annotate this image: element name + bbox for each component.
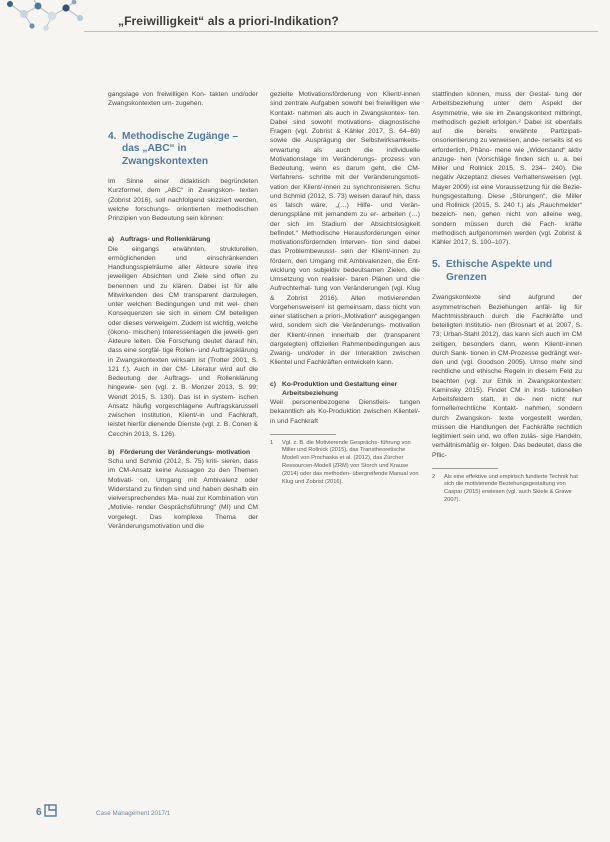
section-number: 5. <box>432 259 441 271</box>
journal-name: Case Management 2017/1 <box>96 810 171 817</box>
paragraph: gangslage von freiwilligen Kon- takten und/oder Zwangskontexten um- zugehen. <box>108 91 258 108</box>
paragraph: gezielte Motivationsförderung von Klient/-innen sind zentrale Aufgaben sowohl bei freiwilligen wie Kontakt- nahmen als auch in Zwangskontex- ten. Dabei sind sowohl motivations- diagnostische Fragen (vgl. Zobrist & Kähler 2017, S. 64–69) sowie die Ausprägung der Selbstwirksamkeits- erwartung als auch die individuelle Motivationslage im Veränderungs- prozess von Bedeutung, wenn es darum geht, die CM-Verfahrens- schritte mit der Veränderungsmoti- vation der Klient/-innen zu synchronisieren. Schu und Schmid (2012, S. 73) weisen darauf hin, dass es falsch wäre, „(…) Hilfe- und Verän- derungspläne mit jemandem zu er- arbeiten (…) der sich im Stadium der Absichtslosigkeit befindet.“ Methodische Herausforderungen einer motivationsfördernden Interven- tion sind dabei das Problembewusst- sein der Klient/-innen zu fördern, den Umgang mit Ambivalenzen, die Ent- wicklung von subjektiv bedeutsamen Zielen, die Umsetzung von realisier- baren Plänen und die Aufrechterhal- tung von Veränderungen (vgl. Klug & Zobrist 2016). Allen motivierenden Vorgehensweisen¹ ist gemeinsam, dass nicht von einer statischen a priori-„Motivation“ ausgegangen wird, sondern sich die Veränderungs- motivation der Klient/-innen innerhalb der (transparent dargelegten) offiziellen Rahmenbedingungen aus Zwang- und/oder in der Interaktion zwischen Klientel und Fachkräften entwickeln kann. <box>270 91 420 367</box>
footnote-text: Als eine effektive und empirisch fundierte Technik hat sich die motivierende Beziehungsgestaltung von Caspar (2015) erwiesen (vgl. auch Skiele & Grawe 2007). <box>444 473 578 504</box>
footnote-2 <box>432 474 582 506</box>
section-heading-5 <box>432 259 582 284</box>
column-1 <box>108 90 258 531</box>
subheading-text: Förderung der Veränderungs- motivation <box>120 448 251 456</box>
subheading-text: Auftrags- und Rollenklärung <box>120 236 211 244</box>
page-number: 6 <box>36 807 42 818</box>
section-title: Methodische Zugänge – das „ABC“ in Zwangskontexten <box>122 130 239 167</box>
paragraph: Die eingangs erwähnten, strukturellen, ermöglichenden und einschränkenden Handlungsspielräume aller Akteure sowie ihre jeweiligen Absichten und Ziele sind offen zu benennen und zu klären. Dabei ist für alle Mitwirkenden des CM transparent darzulegen, unter welchen Bedingungen und mit wel- chen Konsequenzen sie sich in einem CM beteiligen oder dieses verweigern. Zudem ist wichtig, welche (ökono- mischen) Interessenlagen die jeweili- gen Akteure leiten. Die Forschung deutet darauf hin, dass eine sorgfäl- tige Rollen- und Auftragsklärung in Zwangskontexten wirksam ist (Trotter 2001, S. 121 f.). Auch in der CM- Literatur wird auf die Bedeutung der Auftrags- und Rollenklärung hingewie- sen (vgl. z. B. Monzer 2013, S. 99; Wendt 2015, S. 130). Das ist in system- ischen Ansatz häufig vorgeschlagene Auftragskarussell zwischen Institution, Klient/-in und Fachkraft, leistet hierfür dienende Dienste (vgl. z. B. Conen & Cecchin 2013, S. 126). <box>108 245 258 438</box>
header-rule <box>84 31 598 32</box>
footnote-rule <box>270 434 336 435</box>
subheading-letter: b) <box>108 448 115 456</box>
footnote-number: 1 <box>270 439 274 446</box>
journal-logo-icon <box>44 803 58 817</box>
paragraph: stattfinden können, muss der Gestal- tung der Arbeitsbeziehung unter dem Aspekt der Asymmetrie, wie sie im Zwangskontext mitbringt, methodisch gezielt erfolgen.² Dabei ist ebenfalls auf die bereits erwähnte Partizipati- onsorientierung zu verweisen, ande- rerseits ist es erforderlich, Phäno- mene wie „Widerstand“ aktiv anzuge- hen (Vorschläge finden sich u. a. bei Miller und Rollnick 2015, S. 234– 240). Die negativ Akzeptanz dieses Verhaltensweisen (vgl. Mayer 2009) ist eine Voraussetzung für die Bezie- hungsgestaltung. Diese „Störungen“, die Miller und Rollnick (2015, S. 240 f.) als „Rauchmelder“ bezeich- nen, gehen nicht von alleine weg, sondern müssen durch die Fach- kräfte methodisch aufgenommen werden (vgl. Zobrist & Kähler 2017, S. 100–107). <box>432 91 582 246</box>
paragraph: Zwangskontexte sind aufgrund der asymmetrischen Beziehungen anfäl- lig für Machtmissbrauch durch die Fachkräfte und beteiligten Institutio- nen (Brosnart et al. 2007, S. 73; Urban-Stahl 2012), das kann sich auch im CM zeitigen, besonders dann, wenn Klient/-innen durch Sank- tionen in CM-Prozesse gedrängt wer- den und (vgl. Goodson 2005). Umso mehr sind rechtliche und ethische Regeln in diesem Feld zu beachten (vgl. zur Ethik in Zwangskontexten: Kaminsky 2015). Findet CM in insti- tutionellen Arbeitsfeldern statt, in de- nen nicht nur formelle/rechtliche Kontakt- nahmen, sondern durch Zwangskon- texte vorgestellt werden, müssen die Handlungen der Fachkräfte rechtlich legitimiert sein und, wo offen zuläs- sige Handeln, verhältnismäßig er- folgen. Das bedeutet, dass die Pflic- <box>432 294 582 459</box>
subheading-letter: a) <box>108 236 114 244</box>
footnote-number: 2 <box>432 473 436 480</box>
paragraph: Schu und Schmid (2012, S. 75) kriti- sieren, dass im CM-Ansatz keine Aussagen zu den Themen Motivati- on, Umgang mit Ambivalenz oder Widerstand zu finden sind und haben deshalb ein vielversprechendes Ma- nual zur Kombination von „Motivie- render Gesprächsführung“ (MI) und CM vorgelegt. Das komplexe Thema der Veränderungsmotivation und die <box>108 458 258 530</box>
section-heading-4 <box>108 131 258 169</box>
paragraph: Im Sinne einer didaktisch begründeten Kurzformel, dem „ABC“ in Zwangskon- texten (Zobrist 2016), soll nachfolgend skizziert werden, welche forschungs- orientierten methodischen Prinzipien von Bedeutung sein können: <box>108 178 258 222</box>
molecule-graphic-icon <box>4 0 88 34</box>
column-2 <box>270 90 420 487</box>
subheading-a <box>108 235 258 244</box>
paragraph: Weil personenbezogene Dienstleis- tungen bekanntlich als Ko-Produktion zwischen Klientel/-in und Fachkraft <box>270 399 420 425</box>
footnote-text: Vgl. z. B. die Motivierende Gesprächs- führung von Miller und Rollnick (2015), das Transtheoretische Modell von Prochaska et al. (2012), das Zürcher Ressourcen-Modell (ZRM) von Storch und Krause (2014) oder das methoden- übergreifende Manual von Klug und Zobrist (2016). <box>282 439 419 486</box>
footnote-1 <box>270 440 420 487</box>
subheading-c <box>270 380 420 399</box>
section-number: 4. <box>108 130 117 142</box>
running-title: „Freiwilligkeit“ als a priori-Indikation? <box>118 14 339 28</box>
subheading-text: Ko-Produktion und Gestaltung einer Arbeitsbeziehung <box>282 380 398 397</box>
footnote-rule <box>432 468 498 469</box>
section-title: Ethische Aspekte und Grenzen <box>446 259 553 283</box>
subheading-b <box>108 448 258 457</box>
subheading-letter: c) <box>270 380 276 388</box>
column-3 <box>432 90 582 505</box>
